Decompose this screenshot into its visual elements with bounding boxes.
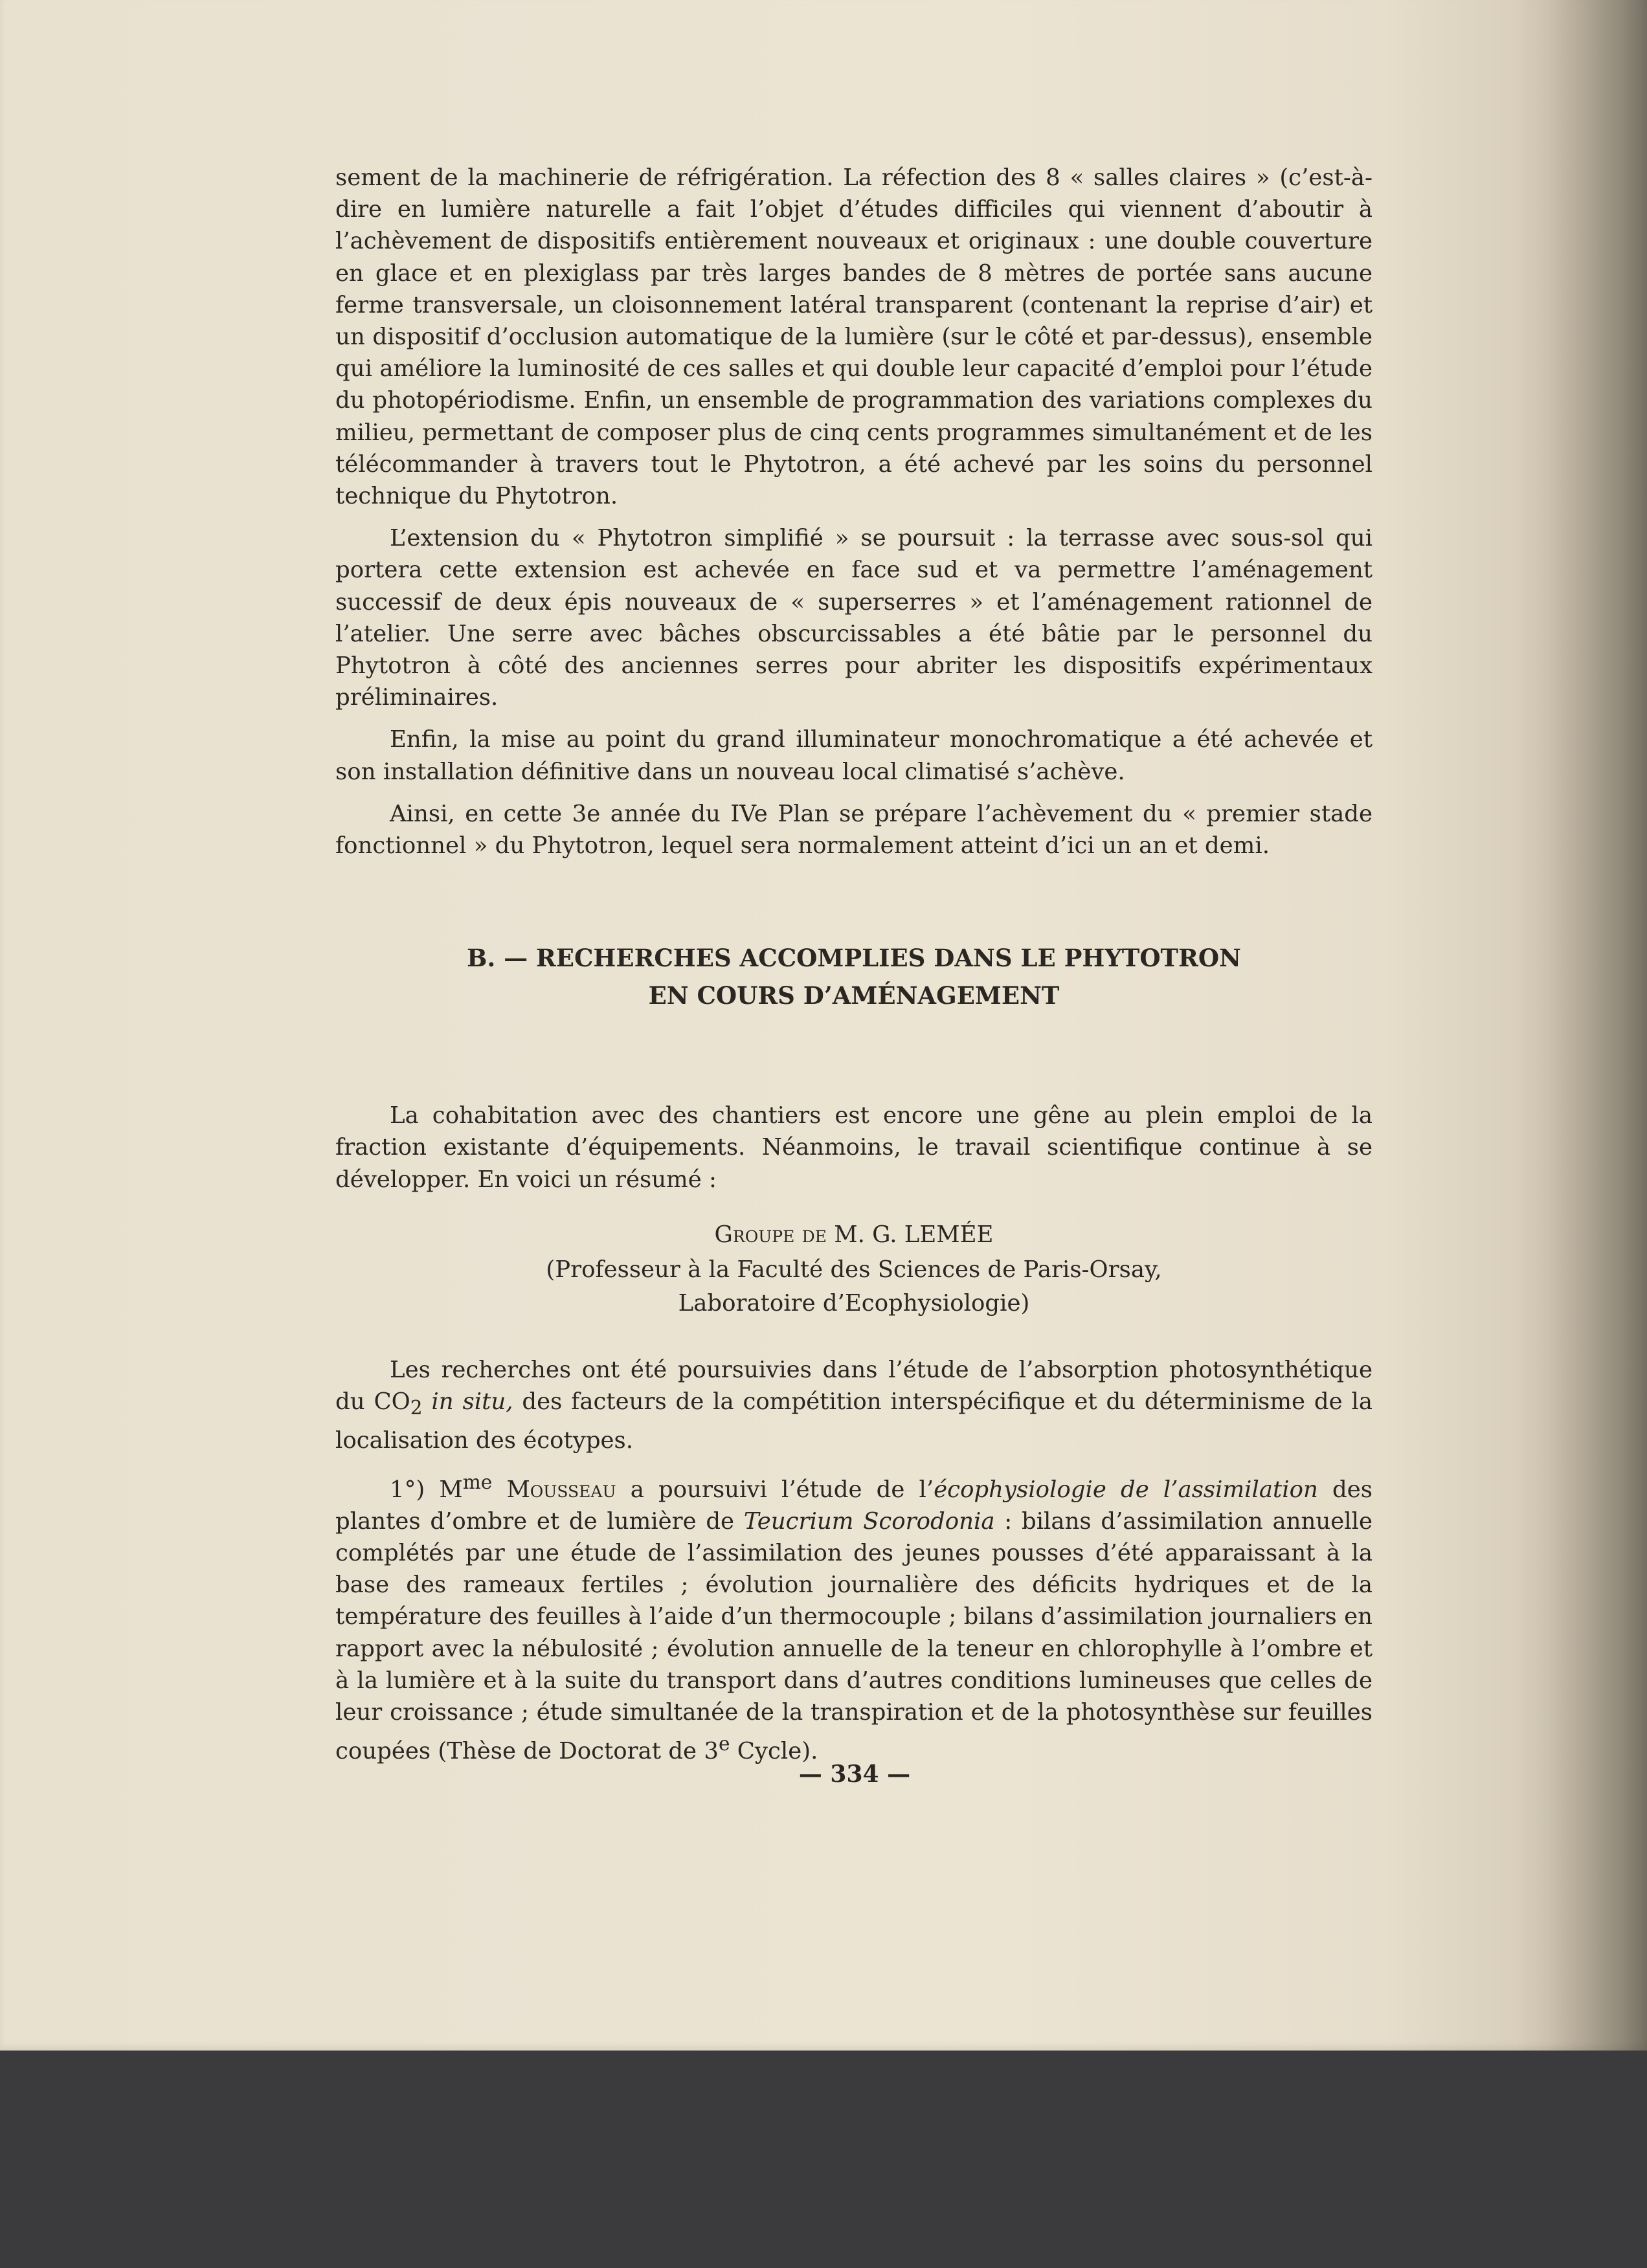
- research-text-b: des facteurs de la compétition interspécifique et du déterminisme de la localisation des écotypes.: [335, 1388, 1372, 1454]
- group-prefix: Groupe de: [714, 1221, 827, 1248]
- item1-topic: écophysiologie de l’assimilation: [934, 1476, 1318, 1503]
- item1-text-d: Cycle).: [730, 1738, 818, 1765]
- paragraph-plan-text: Ainsi, en cette 3e année du IVe Plan se prépare l’achèvement du « premier stade fonctionnel » du Phytotron, lequel sera normalement atteint d’ici un an et demi.: [335, 800, 1372, 860]
- item1-species: Teucrium Scorodonia: [743, 1507, 995, 1535]
- section-heading-line-1: B. — RECHERCHES ACCOMPLIES DANS LE PHYTOTRON: [467, 944, 1241, 973]
- affiliation-line-2: Laboratoire d’Ecophysiologie): [678, 1290, 1030, 1317]
- research-text-a: Les recherches ont été poursuivies dans l’étude de l’absorption photosynthétique du CO: [335, 1357, 1372, 1416]
- research-subscript: 2: [410, 1397, 423, 1419]
- page-number: — 334 —: [798, 1761, 911, 1788]
- paragraph-extension: L’extension du « Phytotron simplifié » se poursuit : la terrasse avec sous-sol qui portera cette extension est achevée en face sud et va permettre l’aménagement successif de deux épis nouveaux de « superserres » et l’aménagement rationnel de l’atelier. Une serre avec bâches obscurcissables a été bâtie par le personnel du Phytotron à côté des anciennes serres pour abriter les dispositifs expérimentaux préliminaires.: [335, 525, 1372, 711]
- item1-author: Mousseau: [506, 1476, 616, 1503]
- section-heading-line-2: EN COURS D’AMÉNAGEMENT: [648, 981, 1060, 1010]
- page-body-text: [335, 162, 1372, 1777]
- paragraph-refection: sement de la machinerie de réfrigération. La réfection des 8 « salles claires » (c’est-à-dire en lumière naturelle a fait l’objet d’études difficiles qui viennent d’aboutir à l’achèvement de dispositifs entièrement nouveaux et originaux : une double couverture en glace et en plexiglass par très larges bandes de 8 mètres de portée sans aucune ferme transversale, un cloisonnement latéral transparent (contenant la reprise d’air) et un dispositif d’occlusion automatique de la lumière (sur le côté et par-dessus), ensemble qui améliore la luminosité de ces salles et qui double leur capacité d’emploi pour l’étude du photopériodisme. Enfin, un ensemble de programmation des variations complexes du milieu, permettant de composer plus de cinq cents programmes simultanément et de les télécommander à travers tout le Phytotron, a été achevé par les soins du personnel technique du Phytotron.: [335, 164, 1372, 510]
- item1-text-b: des plantes d’ombre et de lumière de: [335, 1476, 1372, 1535]
- item1-text-c: : bilans d’assimilation annuelle complétés par une étude de l’assimilation des jeunes pousses d’été apparaissant à la base des rameaux fertiles ; évolution journalière des déficits hydriques et de la température des feuilles à l’aide d’un thermocouple ; bilans d’assimilation journaliers en rapport avec la nébulosité ; évolution annuelle de la teneur en chlorophylle à l’ombre et à la lumière et à la suite du transport dans d’autres conditions lumineuses que celles de leur croissance ; étude simultanée de la transpiration et de la photosynthèse sur feuilles coupées (Thèse de Doctorat de 3: [335, 1507, 1372, 1765]
- item1-cycle-sup: e: [718, 1733, 730, 1755]
- item1-title-sup: me: [462, 1471, 493, 1493]
- affiliation-line-1: (Professeur à la Faculté des Sciences de Paris-Orsay,: [546, 1256, 1162, 1284]
- paragraph-item-1: [335, 1467, 1372, 1767]
- item1-number: 1°) M: [390, 1476, 463, 1503]
- scanner-background: [0, 2051, 1647, 2268]
- group-title: [335, 1219, 1372, 1251]
- paragraph-intro: La cohabitation avec des chantiers est encore une gêne au plein emploi de la fraction existante d’équipements. Néanmoins, le travail scientifique continue à se développer. En voici un résumé :: [335, 1102, 1372, 1193]
- research-in-situ: in situ,: [431, 1388, 513, 1416]
- section-heading: [335, 939, 1372, 1014]
- group-affiliation: [335, 1253, 1372, 1320]
- item1-text-a: a poursuivi l’étude de l’: [616, 1476, 934, 1503]
- paragraph-plan: [335, 798, 1372, 862]
- paragraph-research: [335, 1354, 1372, 1456]
- paragraph-illuminateur: Enfin, la mise au point du grand illuminateur monochromatique a été achevée et son installation définitive dans un nouveau local climatisé s’achève.: [335, 726, 1372, 785]
- group-name: M. G. LEMÉE: [834, 1221, 994, 1248]
- page-fold-shadow: [1547, 0, 1647, 2051]
